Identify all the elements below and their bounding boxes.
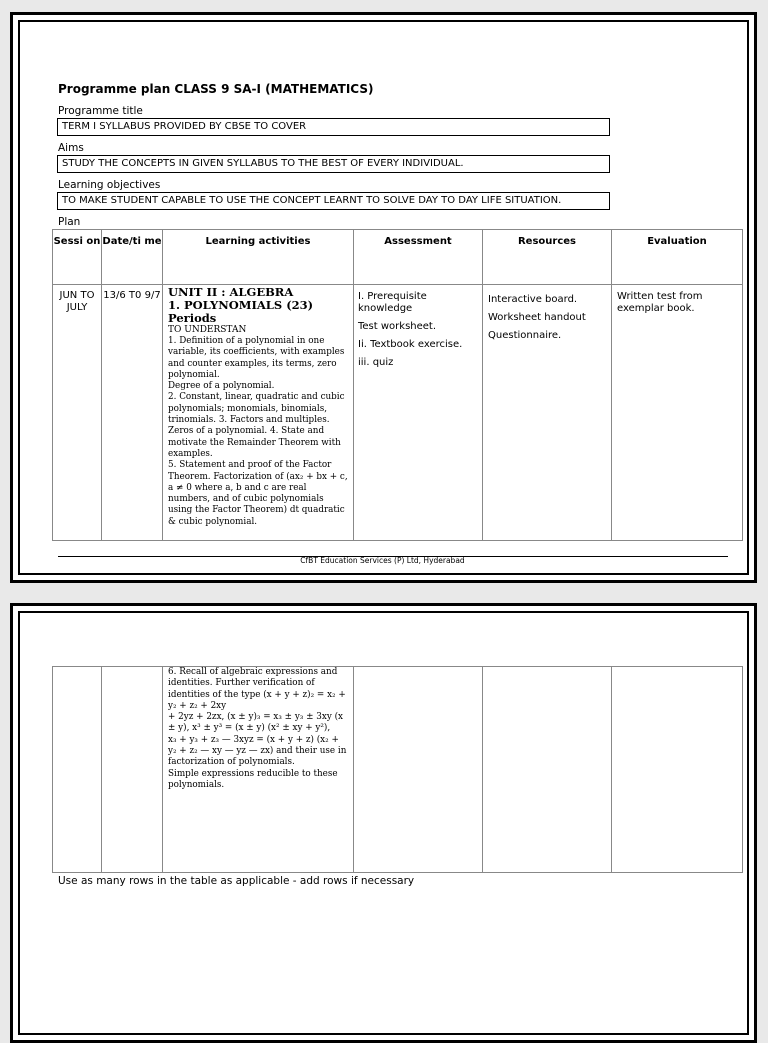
document-page-2	[10, 603, 757, 1043]
to-understand-text: TO UNDERSTAN	[168, 325, 247, 335]
unit-heading: UNIT II : ALGEBRA	[168, 285, 294, 299]
aims-label: Aims	[58, 142, 84, 154]
assessment-item: I. Prerequisite knowledge	[358, 291, 427, 314]
date-cell: 13/6 T0 9/7	[102, 285, 163, 541]
footer-text: CfBT Education Services (P) Ltd, Hyderabad	[300, 556, 465, 565]
activities-text: 6. Recall of algebraic expressions and identities. Further verification of identities of the type (x + y + z)₂ = x₂ + y₂ + z₂ + 2xy + 2yz + 2zx, (x ± y)₃ = x₃ ± y₃ ± 3xy (x ± y), x³ ± y³ = (x ± y) (x² ± xy + y²), x₃ + y₃ + z₃ — 3xyz = (x + y + z) (x₂ + y₂ + z₂ — xy — yz — zx) and their use in factorization of polynomials. Simple expressions reducible to these polynomials.	[168, 667, 347, 790]
header-learning-activities: Learning activities	[163, 230, 354, 285]
activities-cell	[163, 285, 354, 541]
evaluation-cell	[612, 667, 743, 873]
page-1-inner-border	[18, 20, 749, 575]
assessment-cell	[354, 285, 483, 541]
resources-cell	[483, 285, 612, 541]
session-cell	[53, 667, 102, 873]
learning-objectives-label: Learning objectives	[58, 179, 161, 191]
date-cell	[102, 667, 163, 873]
table-header-row	[53, 230, 743, 285]
chapter-heading: 1. POLYNOMIALS (23) Periods	[168, 298, 314, 325]
resource-item: Worksheet handout	[488, 312, 586, 323]
header-assessment: Assessment	[354, 230, 483, 285]
programme-title-field: TERM I SYLLABUS PROVIDED BY CBSE TO COVER	[57, 118, 610, 136]
session-cell: JUN TO JULY	[53, 285, 102, 541]
document-title: Programme plan CLASS 9 SA-I (MATHEMATICS)	[58, 82, 374, 96]
page-2-inner-border	[18, 611, 749, 1035]
resource-item: Interactive board.	[488, 294, 578, 305]
resources-cell	[483, 667, 612, 873]
programme-title-label: Programme title	[58, 105, 143, 117]
learning-objectives-field: TO MAKE STUDENT CAPABLE TO USE THE CONCEPT LEARNT TO SOLVE DAY TO DAY LIFE SITUATION.	[57, 192, 610, 210]
header-session: Sessi on	[53, 230, 102, 285]
activities-text: 1. Definition of a polynomial in one variable, its coefficients, with examples and counter examples, its terms, zero polynomial. Degree of a polynomial. 2. Constant, linear, quadratic and cubic polynomials; monomials, binomials, trinomials. 3. Factors and multiples. Zeros of a polynomial. 4. State and motivate the Remainder Theorem with examples. 5. Statement and proof of the Factor Theorem. Factorization of (ax₂ + bx + c, a ≠ 0 where a, b and c are real numbers, and of cubic polynomials using the Factor Theorem) dt quadratic & cubic polynomial.	[168, 336, 348, 527]
header-date-time: Date/ti me	[102, 230, 163, 285]
plan-table	[52, 229, 743, 541]
document-page-1	[10, 12, 757, 583]
aims-field: STUDY THE CONCEPTS IN GIVEN SYLLABUS TO THE BEST OF EVERY INDIVIDUAL.	[57, 155, 610, 173]
table-note: Use as many rows in the table as applicable - add rows if necessary	[58, 875, 415, 887]
resource-item: Questionnaire.	[488, 330, 562, 341]
table-row	[53, 667, 743, 873]
assessment-item: Ii. Textbook exercise.	[358, 339, 463, 350]
assessment-item: Test worksheet.	[358, 321, 437, 332]
evaluation-cell: Written test from exemplar book.	[612, 285, 743, 541]
plan-table-continued	[52, 666, 743, 873]
assessment-cell	[354, 667, 483, 873]
table-row	[53, 285, 743, 541]
plan-label: Plan	[58, 216, 81, 228]
header-evaluation: Evaluation	[612, 230, 743, 285]
assessment-item: iii. quiz	[358, 357, 394, 368]
header-resources: Resources	[483, 230, 612, 285]
activities-cell	[163, 667, 354, 873]
